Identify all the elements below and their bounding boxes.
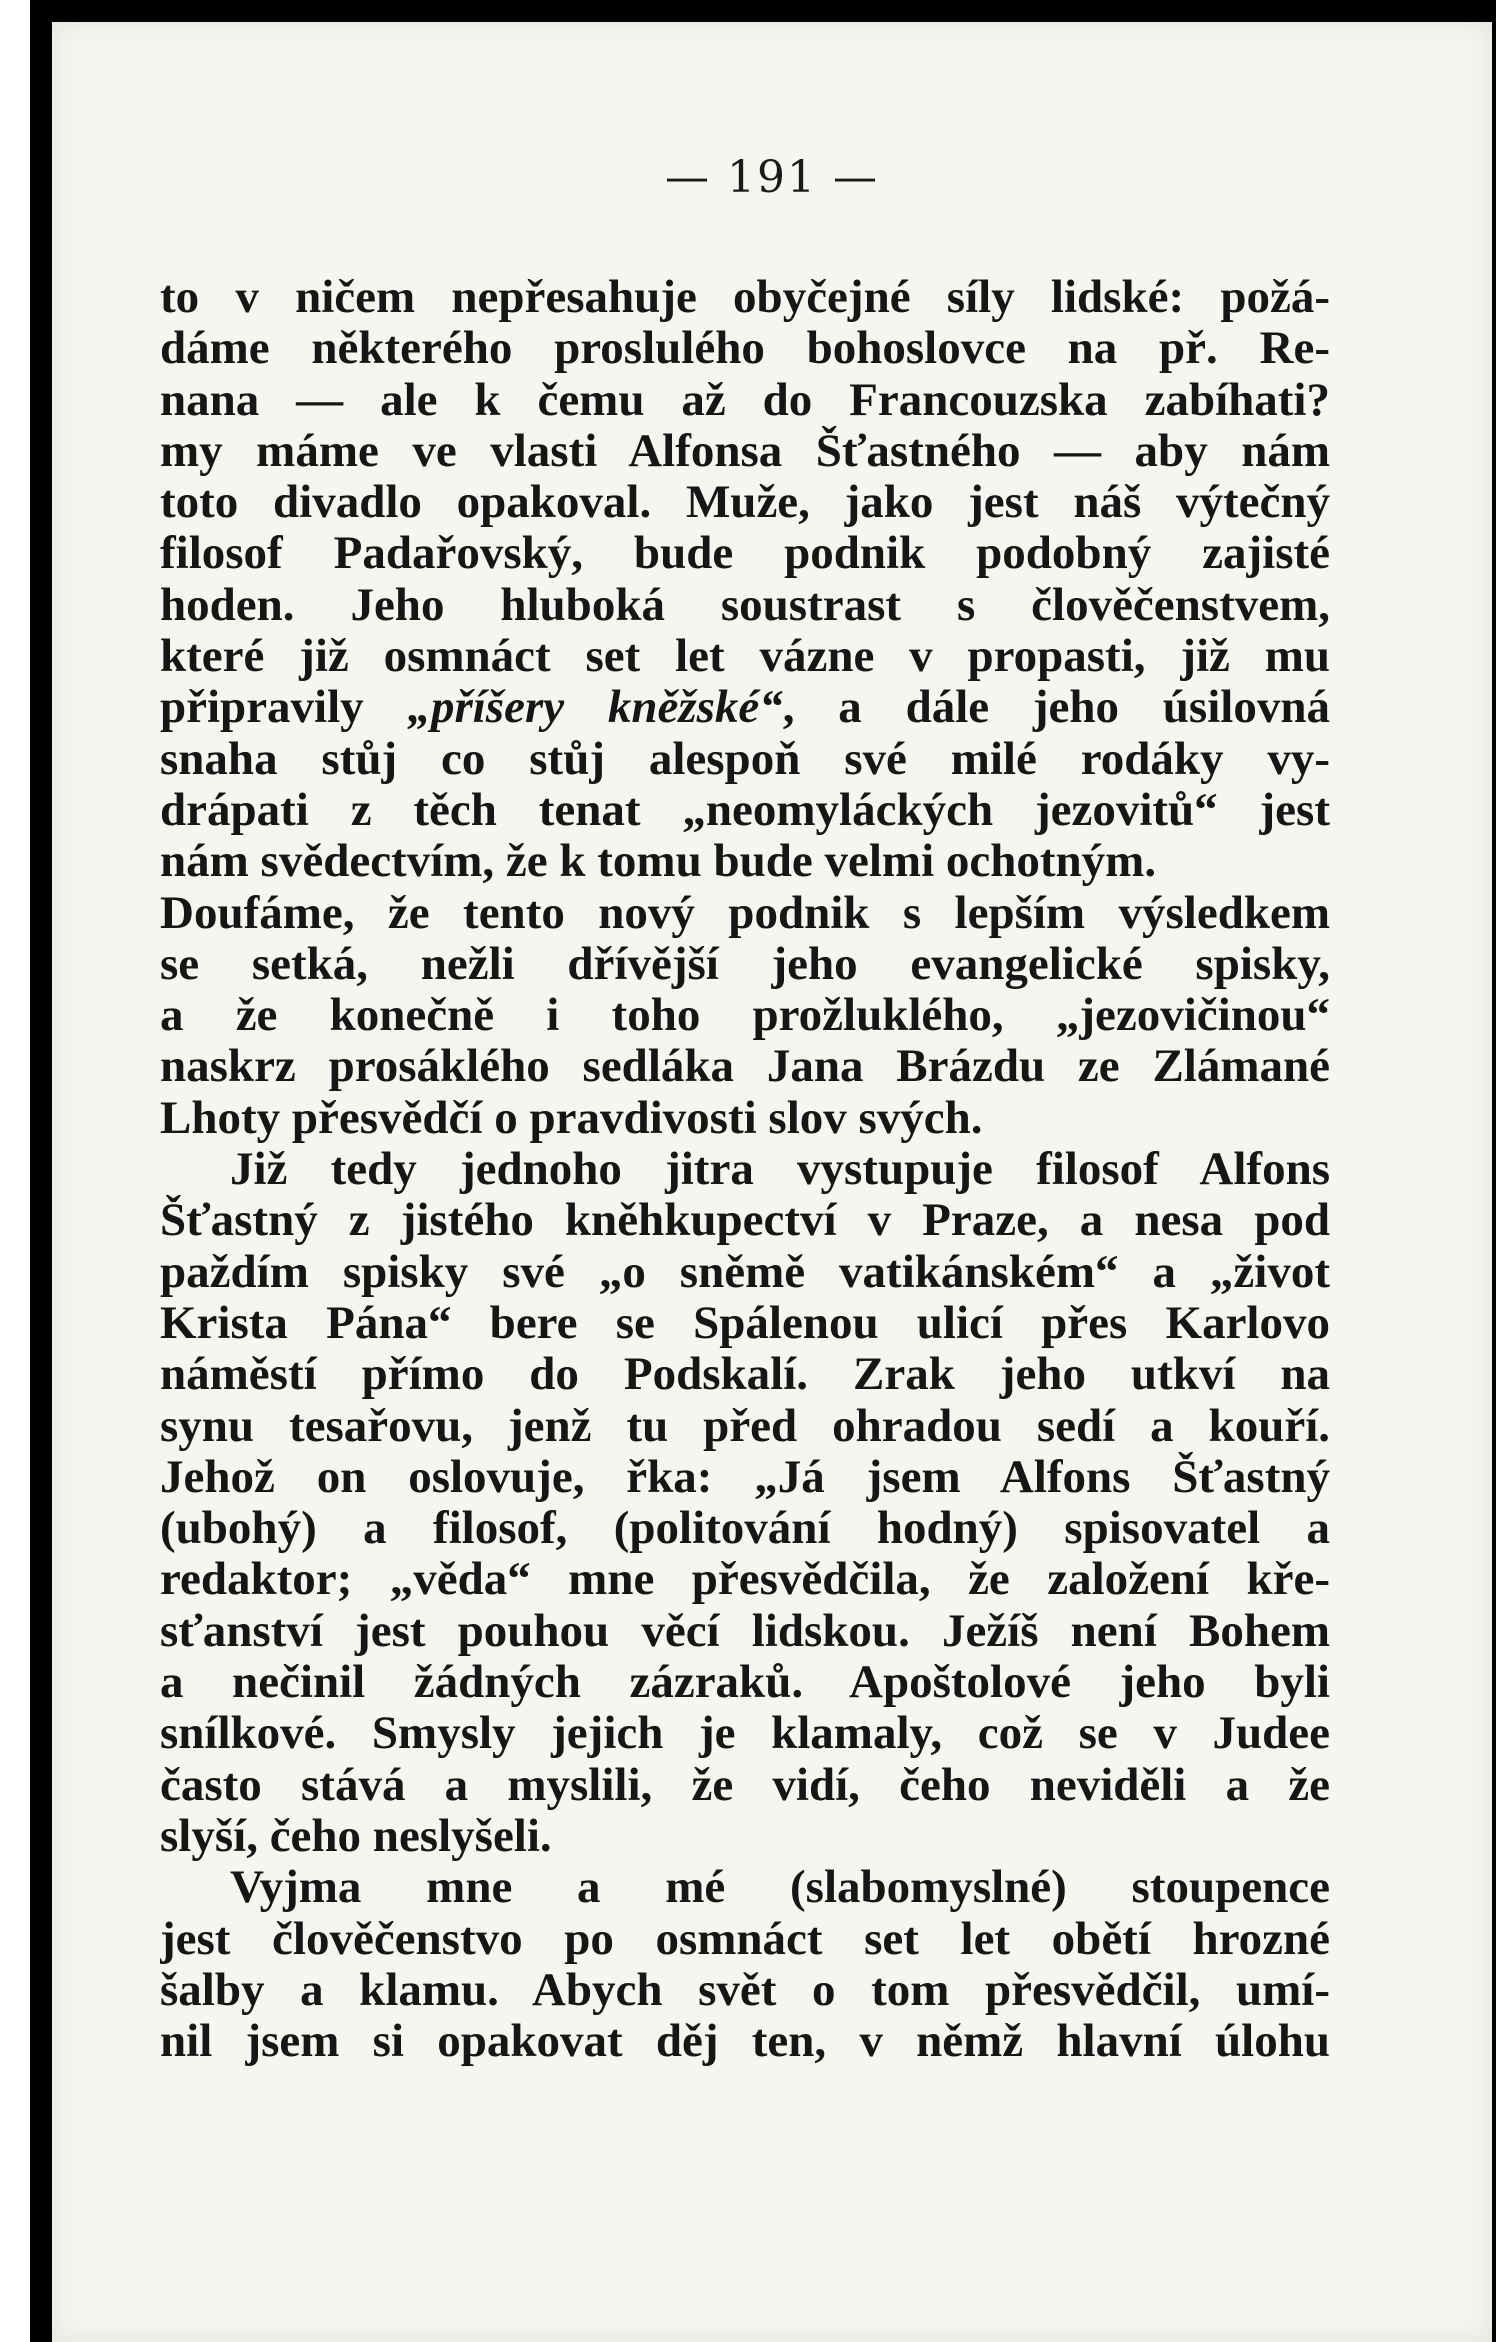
text-line-segment: připravily — [160, 682, 408, 734]
text-line: filosof Padařovský, bude podnik podobný zajisté — [160, 528, 1330, 580]
text-line: naskrz prosáklého sedláka Jana Brázdu ze Zlámané — [160, 1041, 1330, 1093]
text-line: Jehož on oslovuje, řka: „Já jsem Alfons Šťastný — [160, 1451, 1330, 1503]
text-line: nil jsem si opakovat děj ten, v němž hlavní úlohu — [160, 2016, 1330, 2068]
text-line: a nečinil žádných zázraků. Apoštolové jeho byli — [160, 1657, 1330, 1709]
text-line: drápati z těch tenat „neomyláckých jezovitů“ jest — [160, 784, 1330, 836]
text-line-segment: , a dále jeho úsilovná — [782, 682, 1330, 734]
text-line: my máme ve vlasti Alfonsa Šťastného — aby nám — [160, 425, 1330, 477]
page-number: — 191 — — [665, 152, 879, 203]
text-line: Krista Pána“ bere se Spálenou ulicí přes Karlovo — [160, 1297, 1330, 1349]
text-line: které již osmnáct set let vázne v propasti, již mu — [160, 631, 1330, 683]
text-line: nám svědectvím, že k tomu bude velmi ochotným. — [160, 836, 1157, 888]
text-line: paždím spisky své „o sněmě vatikánském“ a „život — [160, 1246, 1330, 1298]
text-line: synu tesařovu, jenž tu před ohradou sedí a kouří. — [160, 1400, 1330, 1452]
text-line: snílkové. Smysly jejich je klamaly, což se v Judee — [160, 1708, 1330, 1760]
text-line: sťanství jest pouhou věcí lidskou. Ježíš není Bohem — [160, 1605, 1330, 1657]
book-page — [52, 22, 1492, 2342]
text-line: Vyjma mne a mé (slabomyslné) stoupence — [230, 1862, 1330, 1914]
text-line: se setká, nežli dřívější jeho evangelické spisky, — [160, 938, 1330, 990]
text-line: často stává a myslili, že vidí, čeho neviděli a že — [160, 1759, 1330, 1811]
text-line: Doufáme, že tento nový podnik s lepším výsledkem — [160, 887, 1330, 939]
text-line: to v ničem nepřesahuje obyčejné síly lidské: požá- — [160, 272, 1330, 323]
text-line: toto divadlo opakoval. Muže, jako jest náš výtečný — [160, 477, 1330, 529]
text-line: Již tedy jednoho jitra vystupuje filosof Alfons — [230, 1144, 1330, 1196]
text-line: nana — ale k čemu až do Francouzska zabíhati? — [160, 374, 1330, 426]
body-text — [160, 272, 1330, 2067]
text-line: šalby a klamu. Abych svět o tom přesvědčil, umí- — [160, 1964, 1330, 2016]
text-line: slyší, čeho neslyšeli. — [160, 1810, 552, 1862]
text-line: (ubohý) a filosof, (politování hodný) spisovatel a — [160, 1503, 1330, 1555]
text-line: dáme některého proslulého bohoslovce na př. Re- — [160, 323, 1330, 375]
text-line: jest člověčenstvo po osmnáct set let obětí hrozné — [160, 1913, 1330, 1965]
left-page-edge — [0, 0, 30, 2342]
text-line: Lhoty přesvědčí o pravdivosti slov svých. — [160, 1092, 983, 1144]
text-line: a že konečně i toho prožluklého, „jezovičinou“ — [160, 990, 1330, 1042]
text-line: náměstí přímo do Podskalí. Zrak jeho utkví na — [160, 1349, 1330, 1401]
italic-phrase: „příšery kněžské“ — [407, 682, 783, 734]
text-line: Šťastný z jistého kněhkupectví v Praze, a nesa pod — [160, 1195, 1330, 1247]
text-line — [160, 682, 1330, 733]
text-line: snaha stůj co stůj alespoň své milé rodáky vy- — [160, 733, 1330, 785]
text-line: redaktor; „věda“ mne přesvědčila, že založení kře- — [160, 1554, 1330, 1606]
text-line: hoden. Jeho hluboká soustrast s člověčenstvem, — [160, 579, 1330, 631]
